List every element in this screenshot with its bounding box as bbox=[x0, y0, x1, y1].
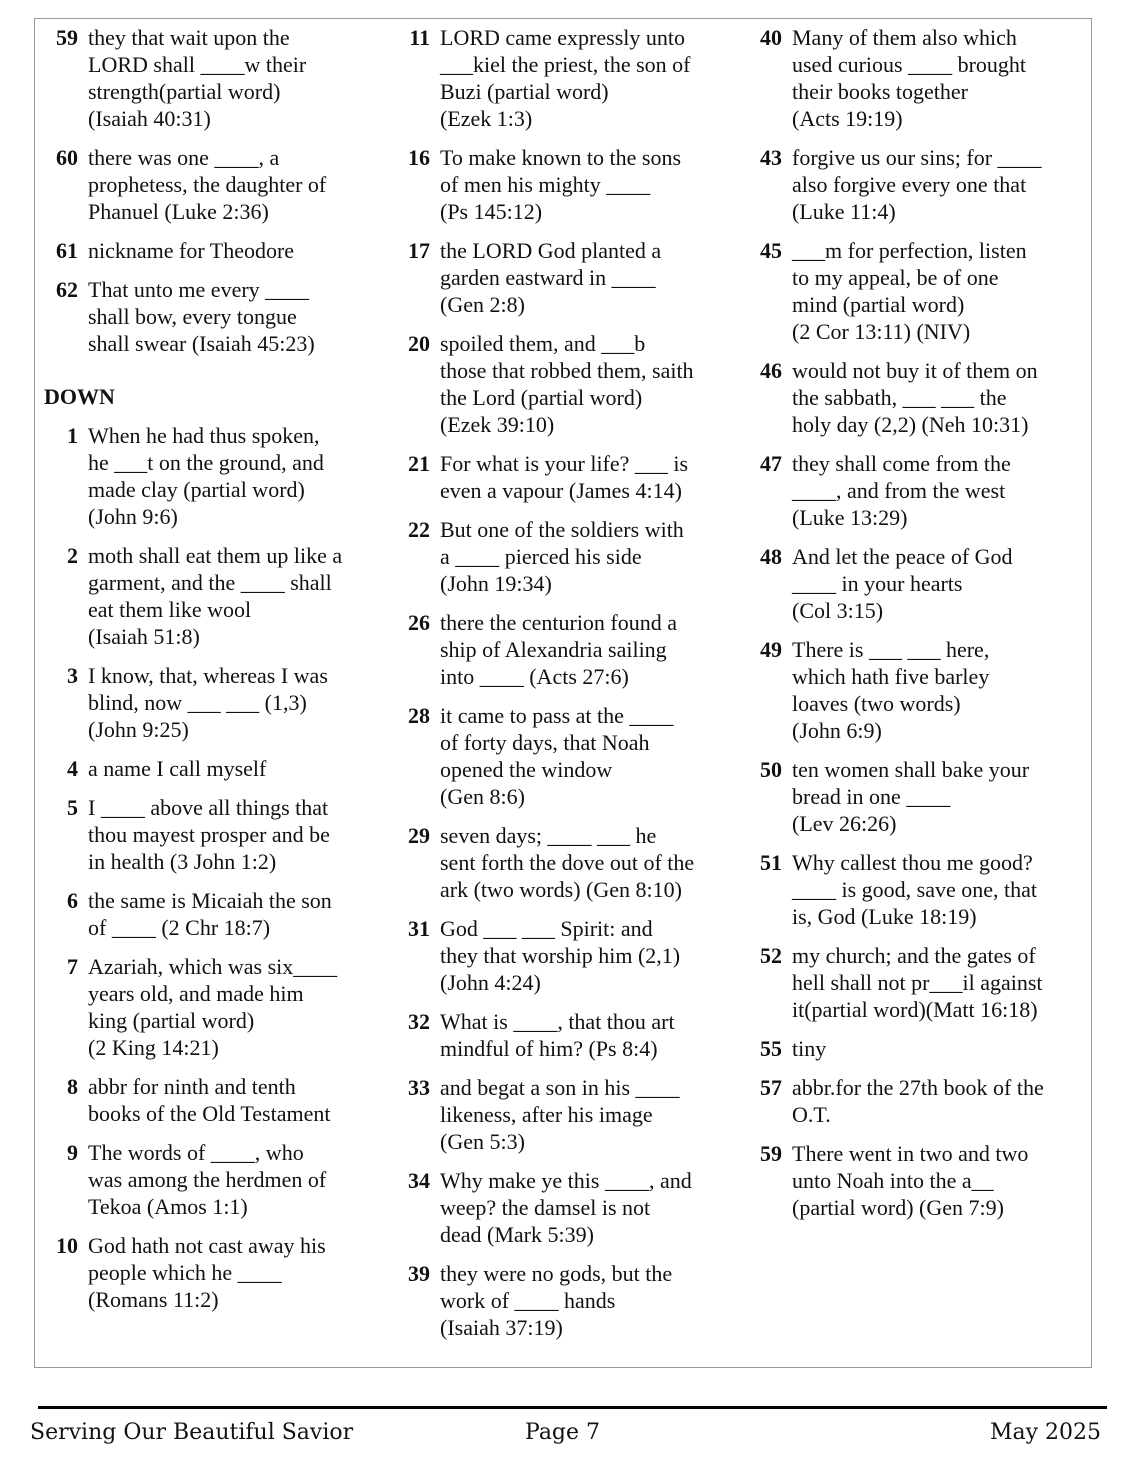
clue-text: When he had thus spoken, he ___t on the ground, and made clay (partial word) (John 9:6) bbox=[88, 423, 324, 529]
footer-page-number: Page 7 bbox=[525, 1420, 601, 1445]
clue-item bbox=[745, 636, 1080, 744]
clue-item bbox=[745, 1074, 1080, 1128]
clue-item bbox=[41, 1232, 381, 1313]
clue-item bbox=[41, 276, 381, 357]
clue-item bbox=[41, 1139, 381, 1220]
clue-item bbox=[745, 1035, 1080, 1062]
clue-text: seven days; ____ ___ he sent forth the dove out of the ark (two words) (Gen 8:10) bbox=[440, 823, 695, 902]
clue-number: 52 bbox=[760, 943, 782, 968]
clue-text: forgive us our sins; for ____ also forgive every one that (Luke 11:4) bbox=[792, 145, 1042, 224]
clue-number: 32 bbox=[408, 1009, 430, 1034]
across-clues-list bbox=[41, 24, 381, 357]
clue-item bbox=[393, 702, 733, 810]
clue-item bbox=[745, 942, 1080, 1023]
clue-text: spoiled them, and ___b those that robbed them, saith the Lord (partial word) (Ezek 39:10) bbox=[440, 331, 694, 437]
clue-text: Why callest thou me good? ____ is good, save one, that is, God (Luke 18:19) bbox=[792, 850, 1038, 929]
clue-item bbox=[393, 1008, 733, 1062]
clue-number: 20 bbox=[408, 331, 430, 356]
clue-number: 55 bbox=[760, 1036, 782, 1061]
clue-item bbox=[745, 144, 1080, 225]
down-clues-list bbox=[41, 422, 381, 1313]
clue-number: 22 bbox=[408, 517, 430, 542]
clue-number: 4 bbox=[67, 756, 78, 781]
clue-number: 60 bbox=[56, 145, 78, 170]
clue-item bbox=[393, 915, 733, 996]
clue-number: 33 bbox=[408, 1075, 430, 1100]
clue-text: ___m for perfection, listen to my appeal, be of one mind (partial word) (2 Cor 13:11) (NIV) bbox=[792, 238, 1027, 344]
clue-text: the LORD God planted a garden eastward in ____ (Gen 2:8) bbox=[440, 238, 662, 317]
clue-number: 34 bbox=[408, 1168, 430, 1193]
clue-text: I ____ above all things that thou mayest prosper and be in health (3 John 1:2) bbox=[88, 795, 330, 874]
clue-text: there was one ____, a prophetess, the daughter of Phanuel (Luke 2:36) bbox=[88, 145, 327, 224]
clue-item bbox=[393, 516, 733, 597]
clue-number: 61 bbox=[56, 238, 78, 263]
clue-item bbox=[745, 24, 1080, 132]
clue-item bbox=[41, 144, 381, 225]
clue-item bbox=[393, 1260, 733, 1341]
clue-text: Why make ye this ____, and weep? the damsel is not dead (Mark 5:39) bbox=[440, 1168, 692, 1247]
clue-item bbox=[745, 1140, 1080, 1221]
clue-number: 2 bbox=[67, 543, 78, 568]
clue-text: and begat a son in his ____ likeness, after his image (Gen 5:3) bbox=[440, 1075, 680, 1154]
clue-number: 59 bbox=[56, 25, 78, 50]
clue-number: 21 bbox=[408, 451, 430, 476]
clue-text: it came to pass at the ____ of forty days, that Noah opened the window (Gen 8:6) bbox=[440, 703, 674, 809]
clue-text: God ___ ___ Spirit: and they that worship him (2,1) (John 4:24) bbox=[440, 916, 681, 995]
clue-text: I know, that, whereas I was blind, now ___ ___ (1,3) (John 9:25) bbox=[88, 663, 328, 742]
clue-number: 3 bbox=[67, 663, 78, 688]
clue-item bbox=[745, 357, 1080, 438]
clue-number: 11 bbox=[409, 25, 430, 50]
clue-number: 49 bbox=[760, 637, 782, 662]
clue-item bbox=[745, 543, 1080, 624]
clue-text: LORD came expressly unto ___kiel the priest, the son of Buzi (partial word) (Ezek 1:3) bbox=[440, 25, 691, 131]
clue-text: there the centurion found a ship of Alexandria sailing into ____ (Acts 27:6) bbox=[440, 610, 678, 689]
clue-number: 1 bbox=[67, 423, 78, 448]
clue-number: 28 bbox=[408, 703, 430, 728]
clue-item bbox=[745, 237, 1080, 345]
footer-publication-name: Serving Our Beautiful Savior bbox=[30, 1420, 354, 1445]
clue-text: God hath not cast away his people which he ____ (Romans 11:2) bbox=[88, 1233, 326, 1312]
clue-text: What is ____, that thou art mindful of him? (Ps 8:4) bbox=[440, 1009, 675, 1061]
clue-text: moth shall eat them up like a garment, and the ____ shall eat them like wool (Isaiah 51:8) bbox=[88, 543, 343, 649]
clue-text: Azariah, which was six____ years old, and made him king (partial word) (2 King 14:21) bbox=[88, 954, 338, 1060]
clue-number: 51 bbox=[760, 850, 782, 875]
clue-text: abbr for ninth and tenth books of the Old Testament bbox=[88, 1074, 331, 1126]
down-clues-list bbox=[745, 24, 1080, 1221]
clue-number: 26 bbox=[408, 610, 430, 635]
footer-divider bbox=[38, 1406, 1107, 1409]
footer-date: May 2025 bbox=[989, 1420, 1101, 1445]
clue-item bbox=[393, 24, 733, 132]
clue-item bbox=[393, 1167, 733, 1248]
clue-text: But one of the soldiers with a ____ pierced his side (John 19:34) bbox=[440, 517, 684, 596]
clue-text: The words of ____, who was among the herdmen of Tekoa (Amos 1:1) bbox=[88, 1140, 327, 1219]
clue-item bbox=[41, 662, 381, 743]
clue-number: 62 bbox=[56, 277, 78, 302]
clue-text: tiny bbox=[792, 1036, 827, 1061]
clue-number: 57 bbox=[760, 1075, 782, 1100]
clue-column-2 bbox=[393, 24, 733, 1353]
clue-number: 31 bbox=[408, 916, 430, 941]
clue-item bbox=[41, 542, 381, 650]
clue-number: 59 bbox=[760, 1141, 782, 1166]
clue-number: 7 bbox=[67, 954, 78, 979]
clue-item bbox=[393, 1074, 733, 1155]
clue-item bbox=[393, 144, 733, 225]
clue-number: 10 bbox=[56, 1233, 78, 1258]
clue-text: would not buy it of them on the sabbath, ___ ___ the holy day (2,2) (Neh 10:31) bbox=[792, 358, 1038, 437]
clue-item bbox=[41, 794, 381, 875]
clue-number: 50 bbox=[760, 757, 782, 782]
clue-text: they shall come from the ____, and from the west (Luke 13:29) bbox=[792, 451, 1011, 530]
clue-item bbox=[745, 450, 1080, 531]
clue-number: 48 bbox=[760, 544, 782, 569]
clue-text: To make known to the sons of men his mighty ____ (Ps 145:12) bbox=[440, 145, 682, 224]
clue-number: 40 bbox=[760, 25, 782, 50]
clue-item bbox=[745, 756, 1080, 837]
clue-text: For what is your life? ___ is even a vapour (James 4:14) bbox=[440, 451, 689, 503]
down-section-title: DOWN bbox=[44, 384, 115, 409]
clue-item bbox=[41, 887, 381, 941]
clue-item bbox=[393, 450, 733, 504]
clue-item bbox=[393, 822, 733, 903]
clue-number: 6 bbox=[67, 888, 78, 913]
clue-text: Many of them also which used curious ____ brought their books together (Acts 19:19) bbox=[792, 25, 1027, 131]
clue-text: they that wait upon the LORD shall ____w their strength(partial word) (Isaiah 40:31) bbox=[88, 25, 307, 131]
clue-number: 43 bbox=[760, 145, 782, 170]
clue-text: they were no gods, but the work of ____ hands (Isaiah 37:19) bbox=[440, 1261, 673, 1340]
clue-number: 45 bbox=[760, 238, 782, 263]
clue-item bbox=[745, 849, 1080, 930]
clue-item bbox=[393, 330, 733, 438]
clue-item bbox=[393, 609, 733, 690]
clue-column-3 bbox=[745, 24, 1080, 1233]
clue-number: 8 bbox=[67, 1074, 78, 1099]
clue-number: 16 bbox=[408, 145, 430, 170]
clue-text: a name I call myself bbox=[88, 756, 267, 781]
clue-text: There went in two and two unto Noah into the a__ (partial word) (Gen 7:9) bbox=[792, 1141, 1029, 1220]
clue-text: That unto me every ____ shall bow, every tongue shall swear (Isaiah 45:23) bbox=[88, 277, 315, 356]
clue-text: the same is Micaiah the son of ____ (2 Chr 18:7) bbox=[88, 888, 332, 940]
clue-text: abbr.for the 27th book of the O.T. bbox=[792, 1075, 1044, 1127]
clue-item bbox=[41, 237, 381, 264]
clue-item bbox=[41, 953, 381, 1061]
clue-number: 46 bbox=[760, 358, 782, 383]
clue-item bbox=[41, 755, 381, 782]
clue-text: my church; and the gates of hell shall not pr___il against it(partial word)(Matt 16:18) bbox=[792, 943, 1043, 1022]
clue-number: 39 bbox=[408, 1261, 430, 1286]
clue-number: 5 bbox=[67, 795, 78, 820]
clue-text: nickname for Theodore bbox=[88, 238, 295, 263]
down-clues-list bbox=[393, 24, 733, 1341]
clue-item bbox=[41, 24, 381, 132]
clue-item bbox=[393, 237, 733, 318]
clue-text: And let the peace of God ____ in your hearts (Col 3:15) bbox=[792, 544, 1013, 623]
clue-number: 17 bbox=[408, 238, 430, 263]
clue-number: 29 bbox=[408, 823, 430, 848]
clue-number: 47 bbox=[760, 451, 782, 476]
clue-number: 9 bbox=[67, 1140, 78, 1165]
clue-text: ten women shall bake your bread in one ____ (Lev 26:26) bbox=[792, 757, 1030, 836]
clue-item bbox=[41, 1073, 381, 1127]
clue-column-1 bbox=[41, 24, 381, 1325]
clue-item bbox=[41, 422, 381, 530]
clue-text: There is ___ ___ here, which hath five barley loaves (two words) (John 6:9) bbox=[792, 637, 990, 743]
